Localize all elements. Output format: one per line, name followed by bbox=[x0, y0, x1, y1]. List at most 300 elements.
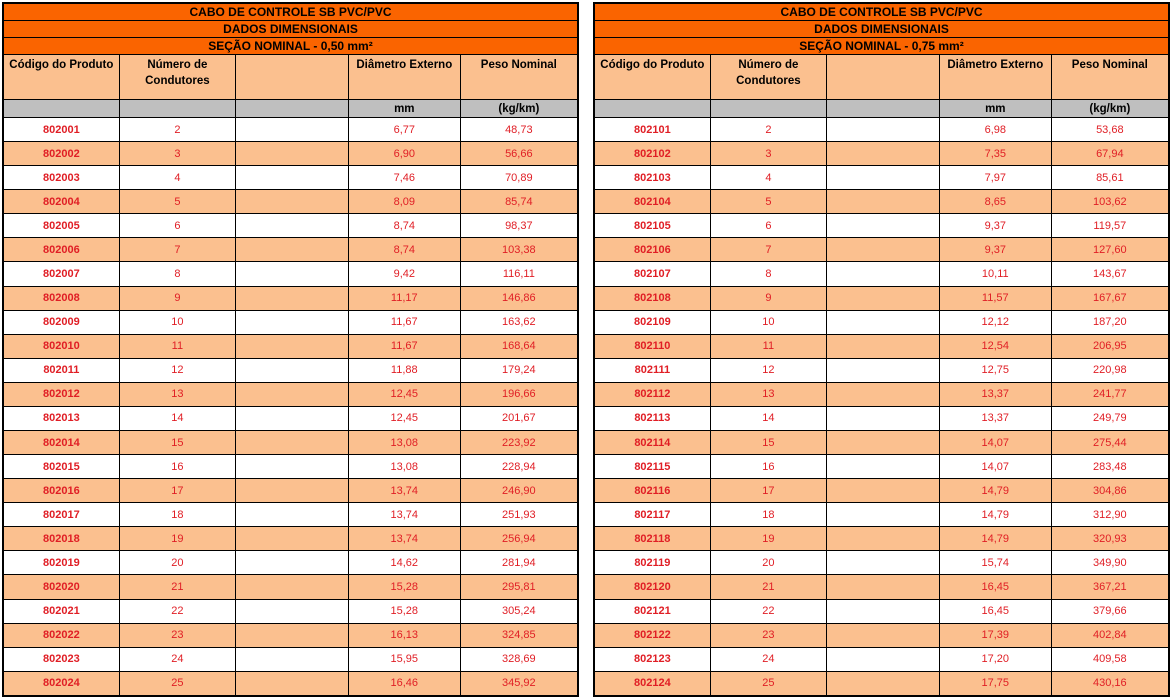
table-row bbox=[595, 359, 1168, 383]
spacer-cell bbox=[827, 287, 940, 310]
diameter-cell: 15,74 bbox=[940, 551, 1052, 574]
conductors-cell: 25 bbox=[711, 672, 827, 695]
table-row bbox=[595, 262, 1168, 286]
table-row bbox=[595, 190, 1168, 214]
spacer-cell bbox=[827, 624, 940, 647]
table-row bbox=[595, 527, 1168, 551]
conductors-cell: 23 bbox=[120, 624, 236, 647]
unit-cell-mm: mm bbox=[349, 100, 461, 117]
col-header-codigo bbox=[4, 55, 120, 99]
table-section-row bbox=[595, 38, 1168, 55]
table-row bbox=[595, 407, 1168, 431]
spacer-cell bbox=[827, 118, 940, 141]
diameter-cell: 8,65 bbox=[940, 190, 1052, 213]
weight-cell: 281,94 bbox=[502, 556, 536, 569]
diameter-cell: 12,45 bbox=[349, 407, 461, 430]
table-row bbox=[595, 383, 1168, 407]
spacer-cell bbox=[827, 527, 940, 550]
spacer-cell bbox=[236, 551, 349, 574]
product-code-cell: 802107 bbox=[595, 262, 711, 285]
unit-cell-blank-2 bbox=[120, 100, 236, 117]
table-row bbox=[4, 166, 577, 190]
dimension-table bbox=[593, 2, 1170, 697]
table-row bbox=[595, 455, 1168, 479]
conductors-cell: 7 bbox=[711, 238, 827, 261]
spacer-cell bbox=[236, 431, 349, 454]
weight-cell: 98,37 bbox=[505, 219, 533, 232]
weight-cell: 249,79 bbox=[1093, 412, 1127, 425]
spacer-cell bbox=[827, 407, 940, 430]
spacer-cell bbox=[236, 238, 349, 261]
weight-cell: 179,24 bbox=[502, 364, 536, 377]
product-code-cell: 802117 bbox=[595, 503, 711, 526]
table-row bbox=[4, 648, 577, 672]
spacer-cell bbox=[236, 672, 349, 695]
conductors-cell: 21 bbox=[120, 575, 236, 598]
conductors-cell: 3 bbox=[120, 142, 236, 165]
table-row bbox=[4, 551, 577, 575]
conductors-cell: 19 bbox=[711, 527, 827, 550]
spacer-cell bbox=[236, 287, 349, 310]
product-code-cell: 802021 bbox=[4, 600, 120, 623]
weight-cell: 167,67 bbox=[1093, 292, 1127, 305]
diameter-cell: 13,08 bbox=[349, 431, 461, 454]
conductors-cell: 2 bbox=[711, 118, 827, 141]
table-row bbox=[595, 479, 1168, 503]
weight-cell: 295,81 bbox=[502, 581, 536, 594]
weight-cell: 67,94 bbox=[1096, 147, 1124, 160]
spacer-cell bbox=[827, 672, 940, 695]
conductors-cell: 20 bbox=[120, 551, 236, 574]
table-row bbox=[595, 118, 1168, 142]
spacer-cell bbox=[236, 648, 349, 671]
product-code-cell: 802004 bbox=[4, 190, 120, 213]
spacer-cell bbox=[827, 142, 940, 165]
product-code-cell: 802011 bbox=[4, 359, 120, 382]
unit-cell-blank-3 bbox=[827, 100, 940, 117]
product-code-cell: 802012 bbox=[4, 383, 120, 406]
spacer-cell bbox=[236, 600, 349, 623]
conductors-cell: 19 bbox=[120, 527, 236, 550]
conductors-cell: 25 bbox=[120, 672, 236, 695]
table-row bbox=[595, 624, 1168, 648]
col-header-codigo-label: Código do Produto bbox=[600, 59, 705, 71]
spacer-cell bbox=[827, 190, 940, 213]
product-code-cell: 802123 bbox=[595, 648, 711, 671]
product-code-cell: 802121 bbox=[595, 600, 711, 623]
conductors-cell: 11 bbox=[120, 335, 236, 358]
table-section-label: SEÇÃO NOMINAL - 0,50 mm² bbox=[208, 39, 373, 53]
product-code-cell: 802023 bbox=[4, 648, 120, 671]
product-code-cell: 802006 bbox=[4, 238, 120, 261]
weight-cell: 345,92 bbox=[502, 677, 536, 690]
diameter-cell: 13,74 bbox=[349, 503, 461, 526]
spacer-cell bbox=[236, 407, 349, 430]
table-subtitle-row bbox=[4, 21, 577, 38]
table-row bbox=[4, 431, 577, 455]
conductors-cell: 17 bbox=[120, 479, 236, 502]
diameter-cell: 14,79 bbox=[940, 527, 1052, 550]
diameter-cell: 17,20 bbox=[940, 648, 1052, 671]
conductors-cell: 17 bbox=[711, 479, 827, 502]
weight-cell: 116,11 bbox=[502, 268, 535, 280]
spacer-cell bbox=[827, 214, 940, 237]
conductors-cell: 13 bbox=[120, 383, 236, 406]
spacer-cell bbox=[236, 262, 349, 285]
table-row bbox=[4, 479, 577, 503]
spacer-cell bbox=[236, 214, 349, 237]
col-header-blank bbox=[827, 55, 940, 99]
conductors-cell: 13 bbox=[711, 383, 827, 406]
spacer-cell bbox=[827, 335, 940, 358]
table-row bbox=[4, 238, 577, 262]
conductors-cell: 23 bbox=[711, 624, 827, 647]
col-header-condutores-label: Número de Condutores bbox=[736, 59, 801, 87]
col-header-codigo-label: Código do Produto bbox=[9, 59, 114, 71]
spacer-cell bbox=[236, 142, 349, 165]
unit-cell-mm: mm bbox=[940, 100, 1052, 117]
col-header-blank bbox=[236, 55, 349, 99]
col-header-condutores bbox=[120, 55, 236, 99]
weight-cell: 304,86 bbox=[1093, 484, 1127, 497]
product-code-cell: 802018 bbox=[4, 527, 120, 550]
conductors-cell: 22 bbox=[711, 600, 827, 623]
table-row bbox=[595, 648, 1168, 672]
spacer-cell bbox=[827, 575, 940, 598]
spacer-cell bbox=[236, 479, 349, 502]
weight-cell: 241,77 bbox=[1093, 388, 1127, 401]
units-row bbox=[595, 100, 1168, 118]
conductors-cell: 10 bbox=[711, 311, 827, 334]
spacer-cell bbox=[236, 575, 349, 598]
weight-cell: 305,24 bbox=[502, 605, 536, 618]
diameter-cell: 11,67 bbox=[349, 311, 461, 334]
weight-cell: 256,94 bbox=[502, 532, 536, 545]
diameter-cell: 16,13 bbox=[349, 624, 461, 647]
diameter-cell: 10,11 bbox=[940, 262, 1052, 285]
weight-cell: 430,16 bbox=[1093, 677, 1127, 690]
diameter-cell: 9,37 bbox=[940, 238, 1052, 261]
diameter-cell: 11,88 bbox=[349, 359, 461, 382]
conductors-cell: 14 bbox=[120, 407, 236, 430]
table-row bbox=[4, 600, 577, 624]
weight-cell: 220,98 bbox=[1093, 364, 1127, 377]
unit-cell-blank-3 bbox=[236, 100, 349, 117]
conductors-cell: 4 bbox=[711, 166, 827, 189]
diameter-cell: 9,42 bbox=[349, 262, 461, 285]
product-code-cell: 802108 bbox=[595, 287, 711, 310]
diameter-cell: 13,37 bbox=[940, 383, 1052, 406]
spacer-cell bbox=[827, 551, 940, 574]
weight-cell: 119,57 bbox=[1093, 219, 1127, 232]
diameter-cell: 17,75 bbox=[940, 672, 1052, 695]
table-title-row bbox=[595, 4, 1168, 21]
diameter-cell: 15,95 bbox=[349, 648, 461, 671]
spacer-cell bbox=[236, 455, 349, 478]
diameter-cell: 11,67 bbox=[349, 335, 461, 358]
conductors-cell: 10 bbox=[120, 311, 236, 334]
weight-cell: 48,73 bbox=[505, 123, 533, 136]
units-row bbox=[4, 100, 577, 118]
col-header-diametro bbox=[349, 55, 461, 99]
diameter-cell: 13,08 bbox=[349, 455, 461, 478]
unit-cell-blank-2 bbox=[711, 100, 827, 117]
weight-cell: 70,89 bbox=[505, 171, 533, 184]
conductors-cell: 14 bbox=[711, 407, 827, 430]
conductors-cell: 5 bbox=[711, 190, 827, 213]
weight-cell: 127,60 bbox=[1093, 243, 1127, 256]
diameter-cell: 14,62 bbox=[349, 551, 461, 574]
table-row bbox=[595, 672, 1168, 695]
diameter-cell: 14,07 bbox=[940, 455, 1052, 478]
product-code-cell: 802103 bbox=[595, 166, 711, 189]
product-code-cell: 802016 bbox=[4, 479, 120, 502]
table-row bbox=[595, 214, 1168, 238]
table-row bbox=[595, 142, 1168, 166]
table-row bbox=[595, 431, 1168, 455]
weight-cell: 206,95 bbox=[1093, 340, 1127, 353]
table-row bbox=[4, 575, 577, 599]
diameter-cell: 12,45 bbox=[349, 383, 461, 406]
table-row bbox=[595, 503, 1168, 527]
weight-cell: 187,20 bbox=[1093, 316, 1127, 329]
diameter-cell: 16,46 bbox=[349, 672, 461, 695]
spacer-cell bbox=[236, 311, 349, 334]
diameter-cell: 6,98 bbox=[940, 118, 1052, 141]
weight-cell: 328,69 bbox=[502, 653, 536, 666]
col-header-diametro-label: Diâmetro Externo bbox=[947, 59, 1044, 71]
product-code-cell: 802118 bbox=[595, 527, 711, 550]
weight-cell: 53,68 bbox=[1096, 123, 1124, 136]
col-header-diametro-label: Diâmetro Externo bbox=[356, 59, 453, 71]
table-title: CABO DE CONTROLE SB PVC/PVC bbox=[189, 5, 392, 19]
table-row bbox=[4, 262, 577, 286]
product-code-cell: 802112 bbox=[595, 383, 711, 406]
product-code-cell: 802109 bbox=[595, 311, 711, 334]
weight-cell: 143,67 bbox=[1093, 268, 1127, 280]
col-header-codigo bbox=[595, 55, 711, 99]
diameter-cell: 9,37 bbox=[940, 214, 1052, 237]
conductors-cell: 18 bbox=[120, 503, 236, 526]
conductors-cell: 16 bbox=[120, 455, 236, 478]
diameter-cell: 7,97 bbox=[940, 166, 1052, 189]
product-code-cell: 802104 bbox=[595, 190, 711, 213]
product-code-cell: 802017 bbox=[4, 503, 120, 526]
table-row bbox=[595, 311, 1168, 335]
unit-cell-kgkm: (kg/km) bbox=[1089, 102, 1131, 115]
diameter-cell: 8,09 bbox=[349, 190, 461, 213]
spacer-cell bbox=[827, 503, 940, 526]
table-row bbox=[4, 503, 577, 527]
table-row bbox=[4, 142, 577, 166]
col-header-condutores bbox=[711, 55, 827, 99]
table-row bbox=[4, 624, 577, 648]
conductors-cell: 8 bbox=[120, 262, 236, 285]
table-subtitle: DADOS DIMENSIONAIS bbox=[223, 22, 358, 36]
weight-cell: 409,58 bbox=[1093, 653, 1127, 666]
diameter-cell: 11,57 bbox=[940, 287, 1052, 310]
table-body bbox=[4, 118, 577, 695]
table-row bbox=[4, 335, 577, 359]
weight-cell: 251,93 bbox=[502, 508, 536, 521]
table-row bbox=[4, 672, 577, 695]
tables-container bbox=[2, 2, 1170, 697]
product-code-cell: 802106 bbox=[595, 238, 711, 261]
diameter-cell: 7,46 bbox=[349, 166, 461, 189]
spacer-cell bbox=[827, 431, 940, 454]
product-code-cell: 802007 bbox=[4, 262, 120, 285]
spacer-cell bbox=[236, 359, 349, 382]
spacer-cell bbox=[236, 503, 349, 526]
table-body bbox=[595, 118, 1168, 695]
conductors-cell: 7 bbox=[120, 238, 236, 261]
product-code-cell: 802111 bbox=[595, 359, 711, 382]
product-code-cell: 802110 bbox=[595, 335, 711, 358]
spacer-cell bbox=[827, 238, 940, 261]
weight-cell: 103,62 bbox=[1093, 195, 1127, 208]
conductors-cell: 5 bbox=[120, 190, 236, 213]
diameter-cell: 11,17 bbox=[349, 287, 461, 310]
col-header-diametro bbox=[940, 55, 1052, 99]
table-title: CABO DE CONTROLE SB PVC/PVC bbox=[780, 5, 983, 19]
weight-cell: 201,67 bbox=[502, 412, 536, 425]
product-code-cell: 802014 bbox=[4, 431, 120, 454]
conductors-cell: 24 bbox=[120, 648, 236, 671]
dimension-table bbox=[2, 2, 579, 697]
table-row bbox=[4, 383, 577, 407]
product-code-cell: 802119 bbox=[595, 551, 711, 574]
spacer-cell bbox=[236, 527, 349, 550]
product-code-cell: 802002 bbox=[4, 142, 120, 165]
diameter-cell: 8,74 bbox=[349, 214, 461, 237]
conductors-cell: 22 bbox=[120, 600, 236, 623]
table-row bbox=[595, 600, 1168, 624]
diameter-cell: 16,45 bbox=[940, 575, 1052, 598]
conductors-cell: 12 bbox=[711, 359, 827, 382]
product-code-cell: 802124 bbox=[595, 672, 711, 695]
product-code-cell: 802022 bbox=[4, 624, 120, 647]
conductors-cell: 8 bbox=[711, 262, 827, 285]
diameter-cell: 12,75 bbox=[940, 359, 1052, 382]
weight-cell: 103,38 bbox=[502, 243, 536, 256]
product-code-cell: 802101 bbox=[595, 118, 711, 141]
table-row bbox=[4, 359, 577, 383]
table-subtitle-row bbox=[595, 21, 1168, 38]
weight-cell: 85,74 bbox=[505, 195, 533, 208]
diameter-cell: 13,74 bbox=[349, 527, 461, 550]
weight-cell: 367,21 bbox=[1093, 581, 1127, 594]
spacer-cell bbox=[236, 166, 349, 189]
table-row bbox=[595, 575, 1168, 599]
table-row bbox=[4, 311, 577, 335]
table-row bbox=[595, 287, 1168, 311]
product-code-cell: 802024 bbox=[4, 672, 120, 695]
conductors-cell: 4 bbox=[120, 166, 236, 189]
table-row bbox=[4, 287, 577, 311]
weight-cell: 246,90 bbox=[502, 484, 536, 497]
product-code-cell: 802115 bbox=[595, 455, 711, 478]
spacer-cell bbox=[827, 479, 940, 502]
product-code-cell: 802009 bbox=[4, 311, 120, 334]
diameter-cell: 16,45 bbox=[940, 600, 1052, 623]
table-row bbox=[595, 166, 1168, 190]
column-header-row bbox=[595, 55, 1168, 100]
col-header-peso-label: Peso Nominal bbox=[480, 59, 557, 71]
table-row bbox=[4, 118, 577, 142]
product-code-cell: 802105 bbox=[595, 214, 711, 237]
spacer-cell bbox=[827, 648, 940, 671]
weight-cell: 163,62 bbox=[502, 316, 536, 329]
spacer-cell bbox=[827, 600, 940, 623]
conductors-cell: 6 bbox=[120, 214, 236, 237]
weight-cell: 402,84 bbox=[1093, 629, 1127, 642]
diameter-cell: 15,28 bbox=[349, 575, 461, 598]
conductors-cell: 9 bbox=[711, 287, 827, 310]
product-code-cell: 802019 bbox=[4, 551, 120, 574]
conductors-cell: 11 bbox=[711, 335, 827, 358]
unit-cell-blank-1 bbox=[595, 100, 711, 117]
column-header-row bbox=[4, 55, 577, 100]
table-subtitle: DADOS DIMENSIONAIS bbox=[814, 22, 949, 36]
diameter-cell: 6,90 bbox=[349, 142, 461, 165]
table-row bbox=[595, 551, 1168, 575]
spacer-cell bbox=[827, 383, 940, 406]
conductors-cell: 6 bbox=[711, 214, 827, 237]
spacer-cell bbox=[827, 262, 940, 285]
weight-cell: 85,61 bbox=[1096, 171, 1124, 184]
weight-cell: 56,66 bbox=[505, 147, 533, 160]
product-code-cell: 802122 bbox=[595, 624, 711, 647]
diameter-cell: 13,74 bbox=[349, 479, 461, 502]
conductors-cell: 21 bbox=[711, 575, 827, 598]
diameter-cell: 14,07 bbox=[940, 431, 1052, 454]
diameter-cell: 15,28 bbox=[349, 600, 461, 623]
table-title-row bbox=[4, 4, 577, 21]
table-row bbox=[4, 190, 577, 214]
product-code-cell: 802113 bbox=[595, 407, 711, 430]
weight-cell: 324,85 bbox=[502, 629, 536, 642]
table-row bbox=[4, 455, 577, 479]
spacer-cell bbox=[827, 359, 940, 382]
product-code-cell: 802114 bbox=[595, 431, 711, 454]
weight-cell: 275,44 bbox=[1093, 436, 1127, 449]
spacer-cell bbox=[236, 118, 349, 141]
diameter-cell: 12,12 bbox=[940, 311, 1052, 334]
diameter-cell: 7,35 bbox=[940, 142, 1052, 165]
product-code-cell: 802003 bbox=[4, 166, 120, 189]
weight-cell: 146,86 bbox=[502, 292, 536, 305]
weight-cell: 223,92 bbox=[502, 436, 536, 449]
diameter-cell: 8,74 bbox=[349, 238, 461, 261]
conductors-cell: 2 bbox=[120, 118, 236, 141]
diameter-cell: 6,77 bbox=[349, 118, 461, 141]
unit-cell-blank-1 bbox=[4, 100, 120, 117]
spacer-cell bbox=[236, 624, 349, 647]
weight-cell: 196,66 bbox=[502, 388, 536, 401]
col-header-condutores-label: Número de Condutores bbox=[145, 59, 210, 87]
conductors-cell: 24 bbox=[711, 648, 827, 671]
table-row bbox=[4, 214, 577, 238]
table-row bbox=[4, 407, 577, 431]
diameter-cell: 14,79 bbox=[940, 503, 1052, 526]
diameter-cell: 17,39 bbox=[940, 624, 1052, 647]
conductors-cell: 20 bbox=[711, 551, 827, 574]
col-header-peso-label: Peso Nominal bbox=[1071, 59, 1148, 71]
spacer-cell bbox=[827, 455, 940, 478]
weight-cell: 349,90 bbox=[1093, 556, 1127, 569]
product-code-cell: 802116 bbox=[595, 479, 711, 502]
weight-cell: 168,64 bbox=[502, 340, 536, 353]
